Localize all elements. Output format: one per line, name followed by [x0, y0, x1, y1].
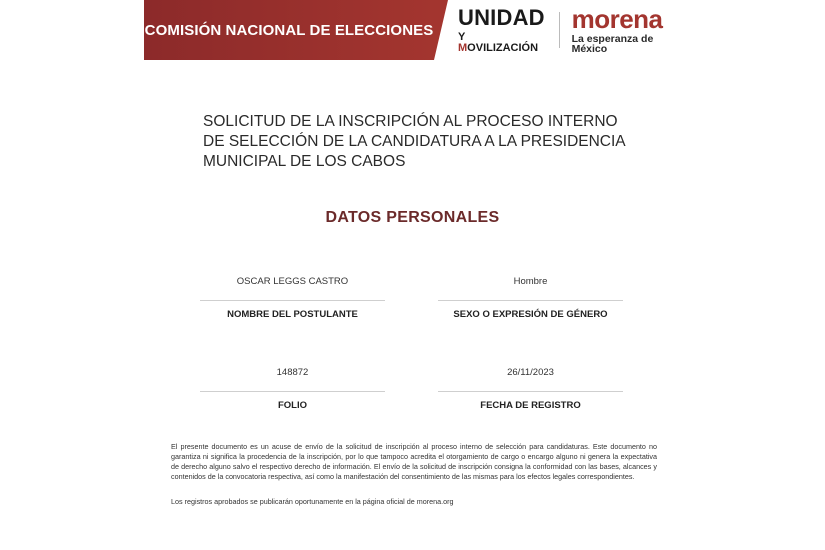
movilizacion-text: Y MOVILIZACIÓN	[458, 30, 539, 54]
unidad-text: UNIDAD	[458, 4, 545, 30]
section-title: DATOS PERSONALES	[325, 209, 500, 226]
field-rule	[200, 300, 385, 301]
field-rule	[200, 391, 385, 392]
field-rule	[438, 300, 623, 301]
field-registration-date	[438, 367, 623, 411]
applicant-name-value: OSCAR LEGGS CASTRO	[236, 276, 349, 287]
commission-name: COMISIÓN NACIONAL DE ELECCIONES	[144, 21, 434, 39]
registration-date-value: 26/11/2023	[507, 367, 554, 378]
registration-date-label: FECHA DE REGISTRO	[480, 400, 581, 411]
morena-logo	[571, 3, 670, 55]
applicant-name-label: NOMBRE DEL POSTULANTE	[227, 309, 358, 320]
field-folio	[200, 367, 385, 411]
gender-value: Hombre	[513, 276, 548, 287]
publication-note: Los registros aprobados se publicarán oportunamente en la página oficial de morena.org	[171, 497, 454, 506]
logos-area	[434, 0, 670, 60]
folio-label: FOLIO	[277, 400, 308, 411]
field-gender	[438, 276, 623, 320]
unidad-movilizacion-logo	[458, 4, 545, 54]
gender-label: SEXO O EXPRESIÓN DE GÉNERO	[453, 309, 608, 320]
morena-name: morena	[571, 3, 663, 34]
logo-divider	[559, 12, 560, 48]
folio-value: 148872	[276, 367, 309, 378]
document-header	[144, 0, 670, 60]
disclaimer-text: El presente documento es un acuse de envío de la solicitud de inscripción al proceso interno de selección para candidaturas. Este documento no garantiza ni significa la procedencia de la inscripción, por lo que tampoco acredita el otorgamiento de cargo o encargo alguno ni genera la expectativa de derecho alguno salvo el respectivo derecho de información. El envío de la solicitud de inscripción consigna la conformidad con las bases, alcances y contenidos de la convocatoria respectiva, así como la manifestación del consentimiento de las mismas para los efectos legales correspondientes.	[171, 442, 657, 481]
morena-tagline: La esperanza de México	[571, 32, 654, 55]
commission-banner	[144, 0, 434, 60]
field-applicant-name	[200, 276, 385, 320]
field-rule	[438, 391, 623, 392]
document-title: SOLICITUD DE LA INSCRIPCIÓN AL PROCESO INTERNO DE SELECCIÓN DE LA CANDIDATURA A LA PRESIDENCIA MUNICIPAL DE LOS CABOS	[203, 113, 625, 170]
